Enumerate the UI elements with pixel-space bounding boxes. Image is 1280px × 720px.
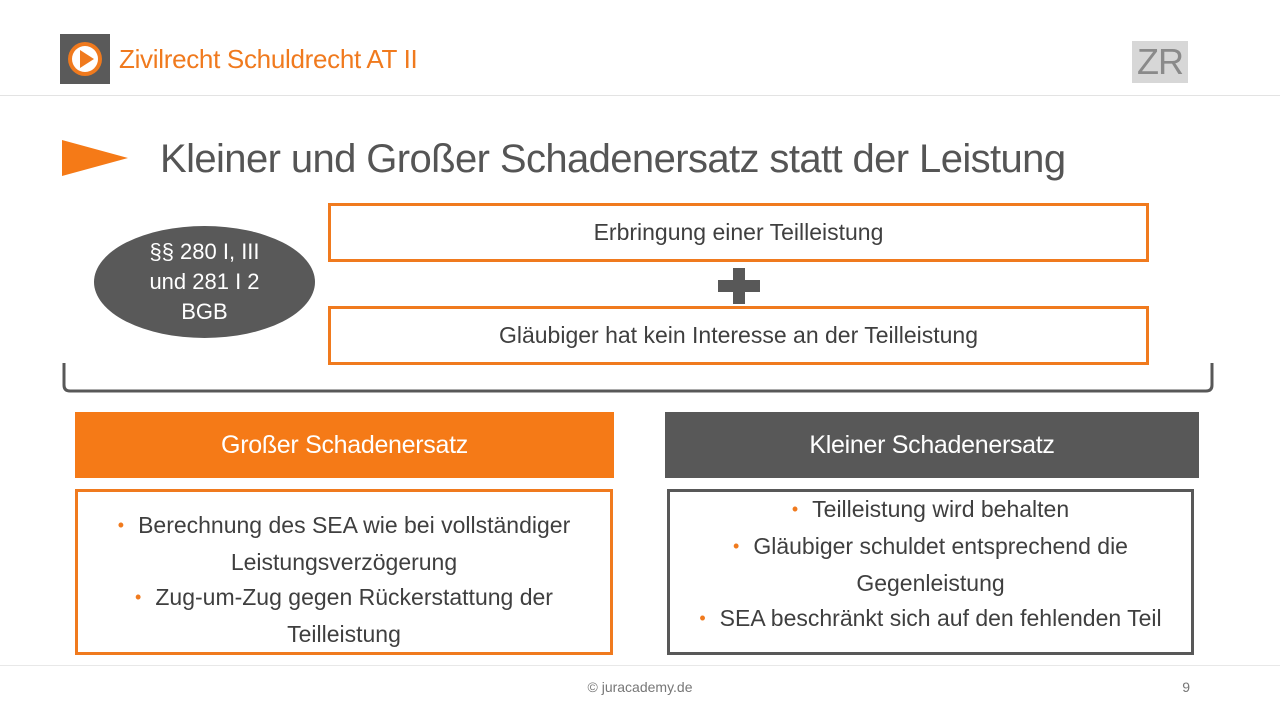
klein-list-box — [667, 489, 1194, 655]
play-icon — [60, 34, 110, 84]
footer-divider — [0, 665, 1280, 666]
condition-box-1 — [328, 203, 1149, 262]
condition-1-text: Erbringung einer Teilleistung — [593, 219, 884, 245]
subject-badge: ZR — [1132, 41, 1188, 83]
bullet-icon: • — [733, 536, 740, 556]
gross-heading-text: Großer Schadenersatz — [221, 430, 468, 459]
list-item: • SEA beschränkt sich auf den fehlenden Teil — [699, 605, 1162, 631]
list-item: • Berechnung des SEA wie bei vollständiger Leistungsverzögerung — [117, 512, 571, 575]
gross-heading — [75, 412, 614, 478]
bullet-icon: • — [791, 499, 799, 519]
page-number: 9 — [1182, 679, 1190, 695]
header-divider — [0, 95, 1280, 96]
bracket — [62, 361, 1214, 393]
bullet-icon: • — [117, 515, 125, 535]
list-item: • Zug-um-Zug gegen Rückerstattung der Teilleistung — [135, 584, 553, 647]
bullet-icon: • — [135, 587, 142, 607]
title-arrow-icon — [62, 140, 128, 176]
condition-box-2 — [328, 306, 1149, 365]
plus-icon — [718, 268, 760, 304]
list-item: • Teilleistung wird behalten — [791, 496, 1070, 522]
klein-heading-text: Kleiner Schadenersatz — [809, 430, 1055, 459]
legal-basis-text: §§ 280 I, III und 281 I 2 BGB — [149, 239, 260, 324]
footer-copyright: © juracademy.de — [587, 679, 693, 695]
condition-2-text: Gläubiger hat kein Interesse an der Teilleistung — [498, 322, 979, 348]
gross-list-box — [75, 489, 613, 655]
logo — [60, 34, 110, 84]
gross-list — [78, 508, 610, 652]
klein-list — [670, 492, 1191, 638]
course-title: Zivilrecht Schuldrecht AT II — [119, 44, 418, 74]
slide-title: Kleiner und Großer Schadenersatz statt der Leistung — [160, 137, 1066, 181]
klein-heading — [665, 412, 1199, 478]
legal-basis-oval — [94, 226, 315, 338]
list-item: • Gläubiger schuldet entsprechend die Gegenleistung — [733, 533, 1128, 596]
bullet-icon: • — [699, 608, 706, 628]
